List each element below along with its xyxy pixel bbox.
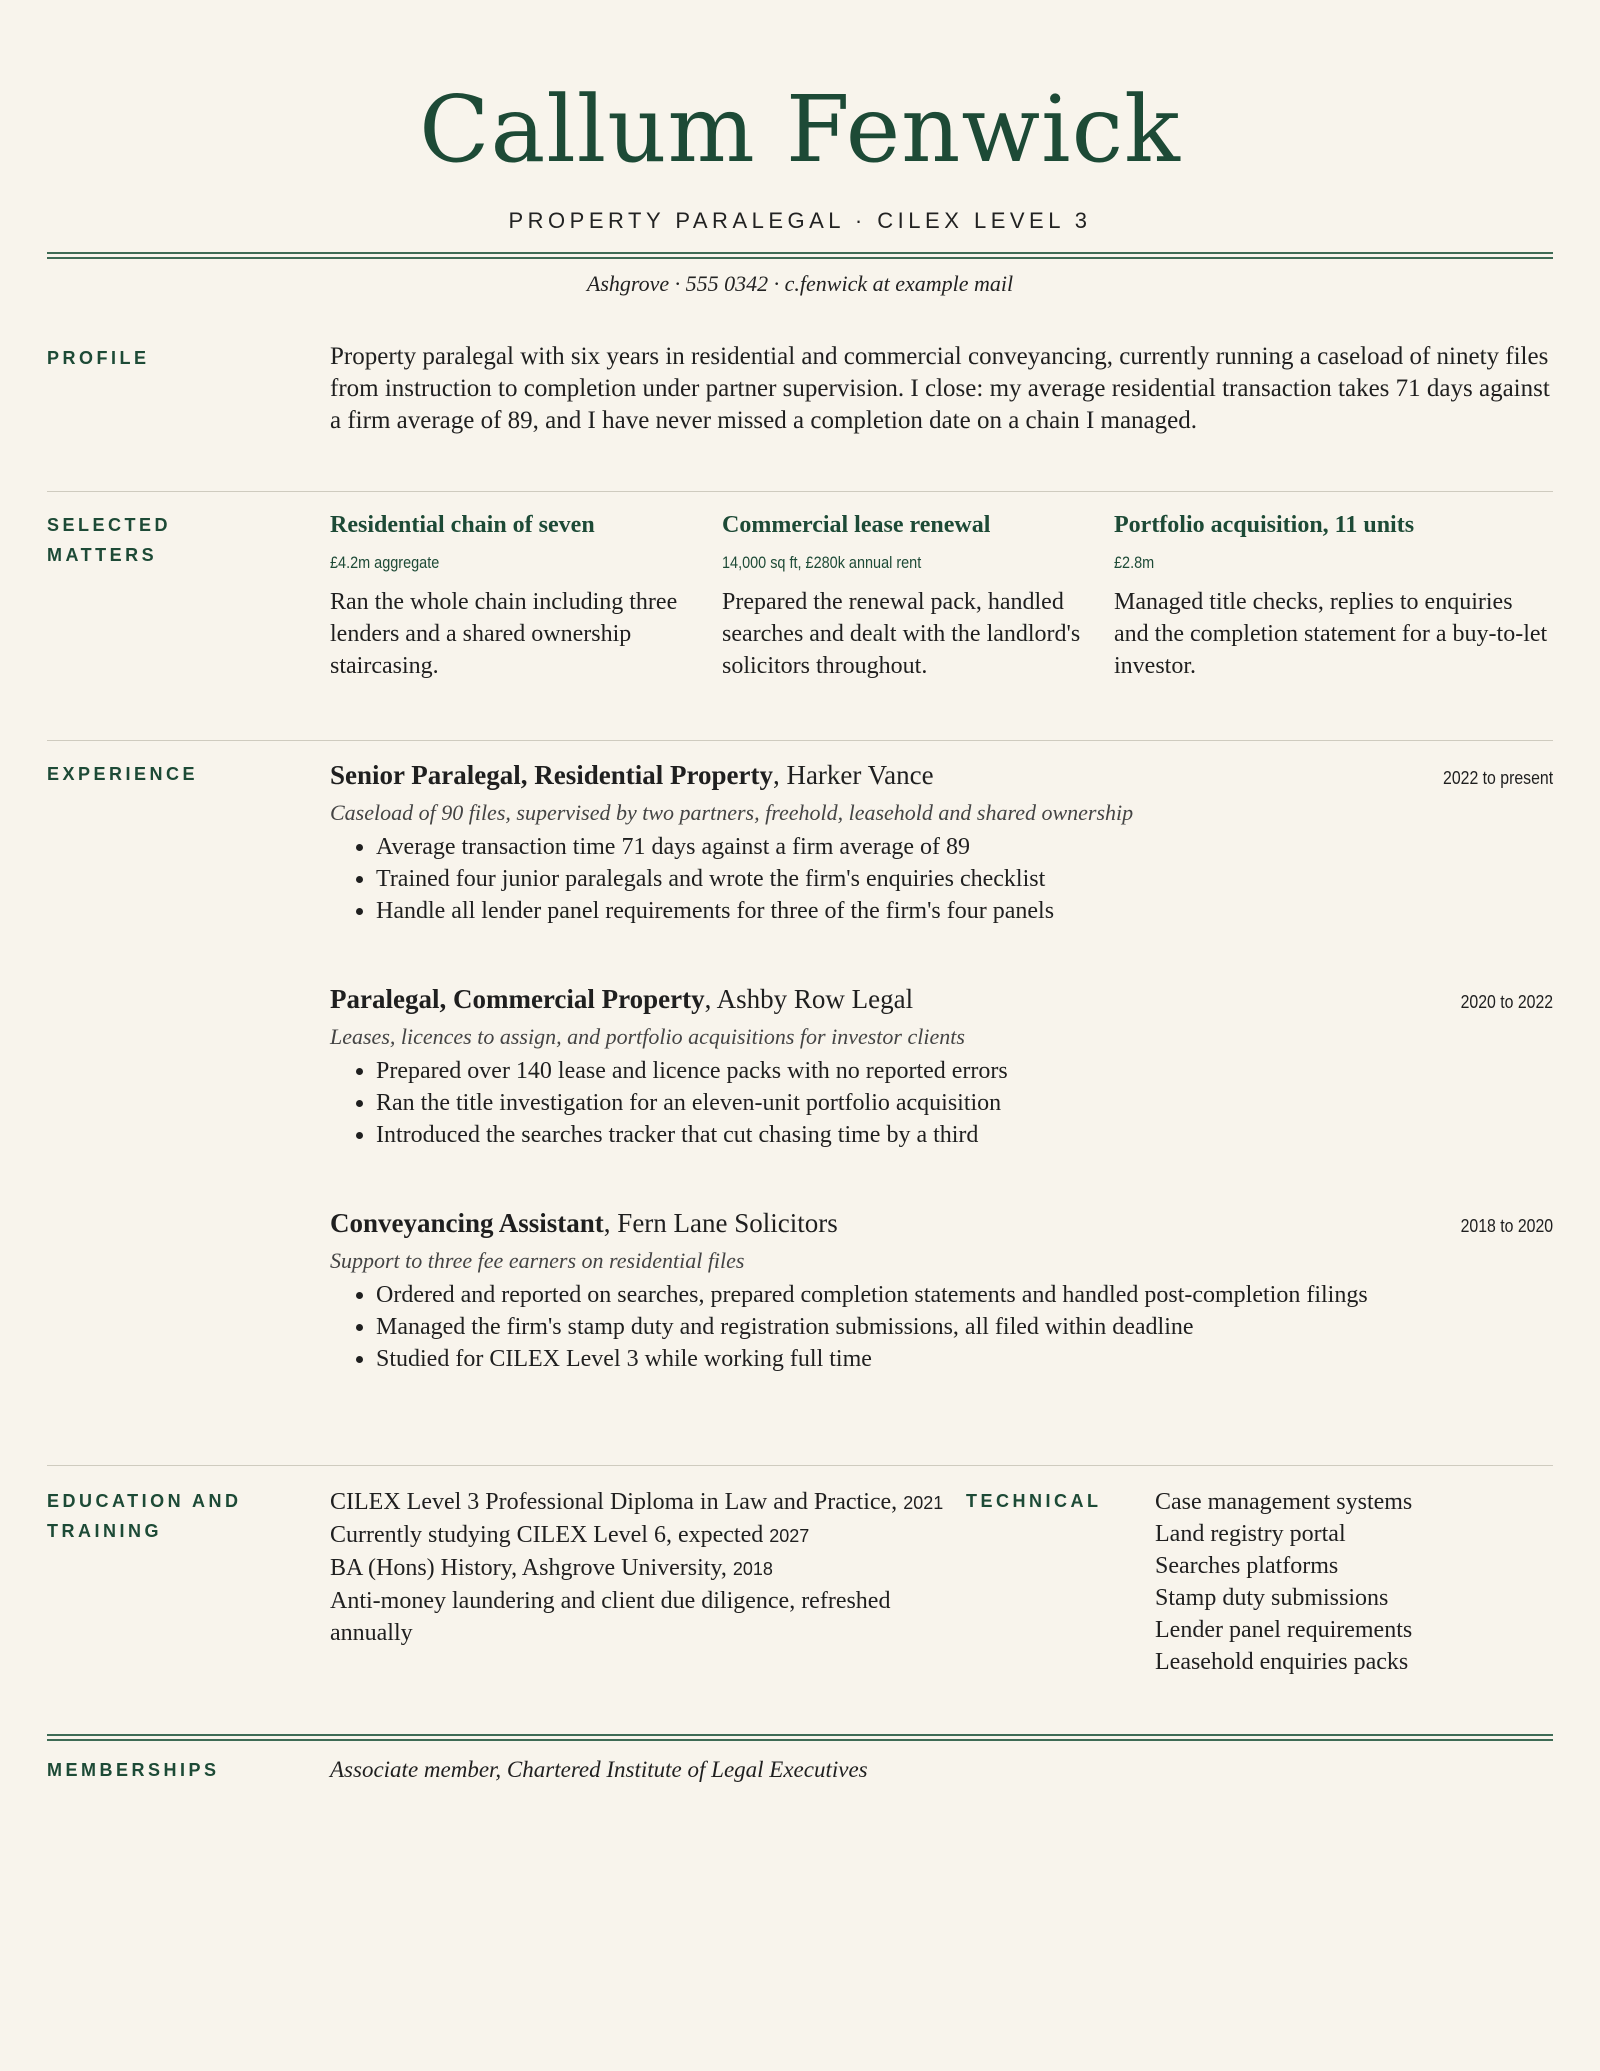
memberships-section xyxy=(47,1755,1553,1785)
technical-item: Case management systems xyxy=(1155,1489,1413,1515)
matter-card xyxy=(722,510,1114,682)
education-label-line2: TRAINING xyxy=(47,1521,162,1541)
experience-section xyxy=(47,741,1553,1375)
job-title: Conveyancing Assistant xyxy=(330,1208,604,1238)
job-bullet: • Trained four junior paralegals and wrote the firm's enquiries checklist xyxy=(376,863,1553,895)
matter-description: Prepared the renewal pack, handled searches and dealt with the landlord's solicitors throughout. xyxy=(722,589,1081,679)
education-item xyxy=(330,1486,966,1519)
job-heading xyxy=(330,983,913,1015)
section-label-memberships: MEMBERSHIPS xyxy=(47,1760,220,1780)
job-employer: , Harker Vance xyxy=(772,760,934,790)
section-label-technical: TECHNICAL xyxy=(966,1491,1102,1511)
job-bullet: • Introduced the searches tracker that cut chasing time by a third xyxy=(376,1119,1553,1151)
matter-title: Commercial lease renewal xyxy=(722,512,991,538)
education-item-text: Currently studying CILEX Level 6, expected xyxy=(330,1522,770,1548)
profile-text: Property paralegal with six years in residential and commercial conveyancing, currently running a caseload of ninety files from instruction to completion under partner supervision. I close: my average residential transaction takes 71 days against a firm average of 89, and I have never missed a completion date on a chain I managed. xyxy=(330,343,1550,434)
contact-line: Ashgrove · 555 0342 · c.fenwick at example mail xyxy=(586,271,1014,296)
job-employer: , Ashby Row Legal xyxy=(704,984,914,1014)
education-section xyxy=(47,1466,1553,1678)
job-bullets xyxy=(330,1279,1553,1375)
job-subtitle: Leases, licences to assign, and portfolio acquisitions for investor clients xyxy=(330,1024,965,1049)
job-employer: , Fern Lane Solicitors xyxy=(603,1208,838,1238)
section-label-profile: PROFILE xyxy=(47,348,150,368)
footer-divider xyxy=(47,1734,1553,1741)
headline: PROPERTY PARALEGAL · CILEX LEVEL 3 xyxy=(508,208,1092,233)
technical-item: Lender panel requirements xyxy=(1155,1617,1413,1643)
matter-title: Residential chain of seven xyxy=(330,512,595,538)
matter-card xyxy=(330,510,722,682)
technical-list xyxy=(1155,1486,1412,1678)
matter-description: Ran the whole chain including three lenders and a shared ownership staircasing. xyxy=(330,589,678,679)
job-bullet: • Ordered and reported on searches, prepared completion statements and handled post-completion filings xyxy=(376,1279,1553,1311)
job-bullets xyxy=(330,831,1553,927)
resume-page xyxy=(47,0,1553,1785)
matters-section xyxy=(47,492,1553,682)
job-bullet: • Average transaction time 71 days against a firm average of 89 xyxy=(376,831,1553,863)
job-bullets xyxy=(330,1055,1553,1151)
education-item-text: Anti-money laundering and client due diligence, refreshed annually xyxy=(330,1588,891,1646)
education-item-year: 2021 xyxy=(903,1493,944,1513)
education-item-year: 2018 xyxy=(732,1559,773,1579)
job-bullet: • Handle all lender panel requirements for three of the firm's four panels xyxy=(376,895,1553,927)
job-bullet: • Ran the title investigation for an eleven-unit portfolio acquisition xyxy=(376,1087,1553,1119)
job-heading xyxy=(330,1207,838,1239)
job-bullet: • Studied for CILEX Level 3 while working full time xyxy=(376,1343,1553,1375)
job-entry xyxy=(330,759,1553,927)
technical-item: Land registry portal xyxy=(1155,1521,1346,1547)
matters-label-line1: SELECTED xyxy=(47,515,172,535)
matter-meta: 14,000 sq ft, £280k annual rent xyxy=(722,553,922,572)
education-item xyxy=(330,1552,966,1585)
education-item-text: BA (Hons) History, Ashgrove University, xyxy=(330,1555,733,1581)
candidate-name: Callum Fenwick xyxy=(419,76,1181,183)
matters-label-line2: MATTERS xyxy=(47,545,158,565)
section-label-education xyxy=(47,1486,330,1678)
education-list xyxy=(330,1486,966,1678)
profile-section xyxy=(47,341,1553,437)
matter-meta: £4.2m aggregate xyxy=(330,553,440,572)
section-label-matters xyxy=(47,510,330,682)
section-label-experience: EXPERIENCE xyxy=(47,764,199,784)
job-dates: 2020 to 2022 xyxy=(1460,992,1553,1012)
job-subtitle: Caseload of 90 files, supervised by two partners, freehold, leasehold and shared ownership xyxy=(330,800,1134,825)
job-dates: 2018 to 2020 xyxy=(1460,1216,1553,1236)
education-item-text: CILEX Level 3 Professional Diploma in Law and Practice, xyxy=(330,1489,904,1515)
technical-item: Leasehold enquiries packs xyxy=(1155,1649,1409,1675)
membership-text: Associate member, Chartered Institute of Legal Executives xyxy=(330,1757,868,1782)
matter-title: Portfolio acquisition, 11 units xyxy=(1114,512,1415,538)
job-title: Paralegal, Commercial Property xyxy=(330,984,705,1014)
job-subtitle: Support to three fee earners on residential files xyxy=(330,1248,745,1273)
education-label-line1: EDUCATION AND xyxy=(47,1491,242,1511)
job-entry xyxy=(330,1207,1553,1375)
education-item xyxy=(330,1519,966,1552)
technical-item: Stamp duty submissions xyxy=(1155,1585,1389,1611)
header-divider xyxy=(47,252,1553,259)
matter-card xyxy=(1114,510,1553,682)
matter-description: Managed title checks, replies to enquiries and the completion statement for a buy-to-let investor. xyxy=(1114,589,1548,679)
job-entry xyxy=(330,983,1553,1151)
job-dates: 2022 to present xyxy=(1442,768,1553,788)
education-item xyxy=(330,1585,966,1650)
technical-item: Searches platforms xyxy=(1155,1553,1339,1579)
job-heading xyxy=(330,759,934,791)
matter-meta: £2.8m xyxy=(1114,553,1155,572)
job-bullet: • Prepared over 140 lease and licence packs with no reported errors xyxy=(376,1055,1553,1087)
matters-grid xyxy=(330,510,1553,682)
job-title: Senior Paralegal, Residential Property xyxy=(330,760,773,790)
education-item-year: 2027 xyxy=(769,1526,810,1546)
job-bullet: • Managed the firm's stamp duty and registration submissions, all filed within deadline xyxy=(376,1311,1553,1343)
